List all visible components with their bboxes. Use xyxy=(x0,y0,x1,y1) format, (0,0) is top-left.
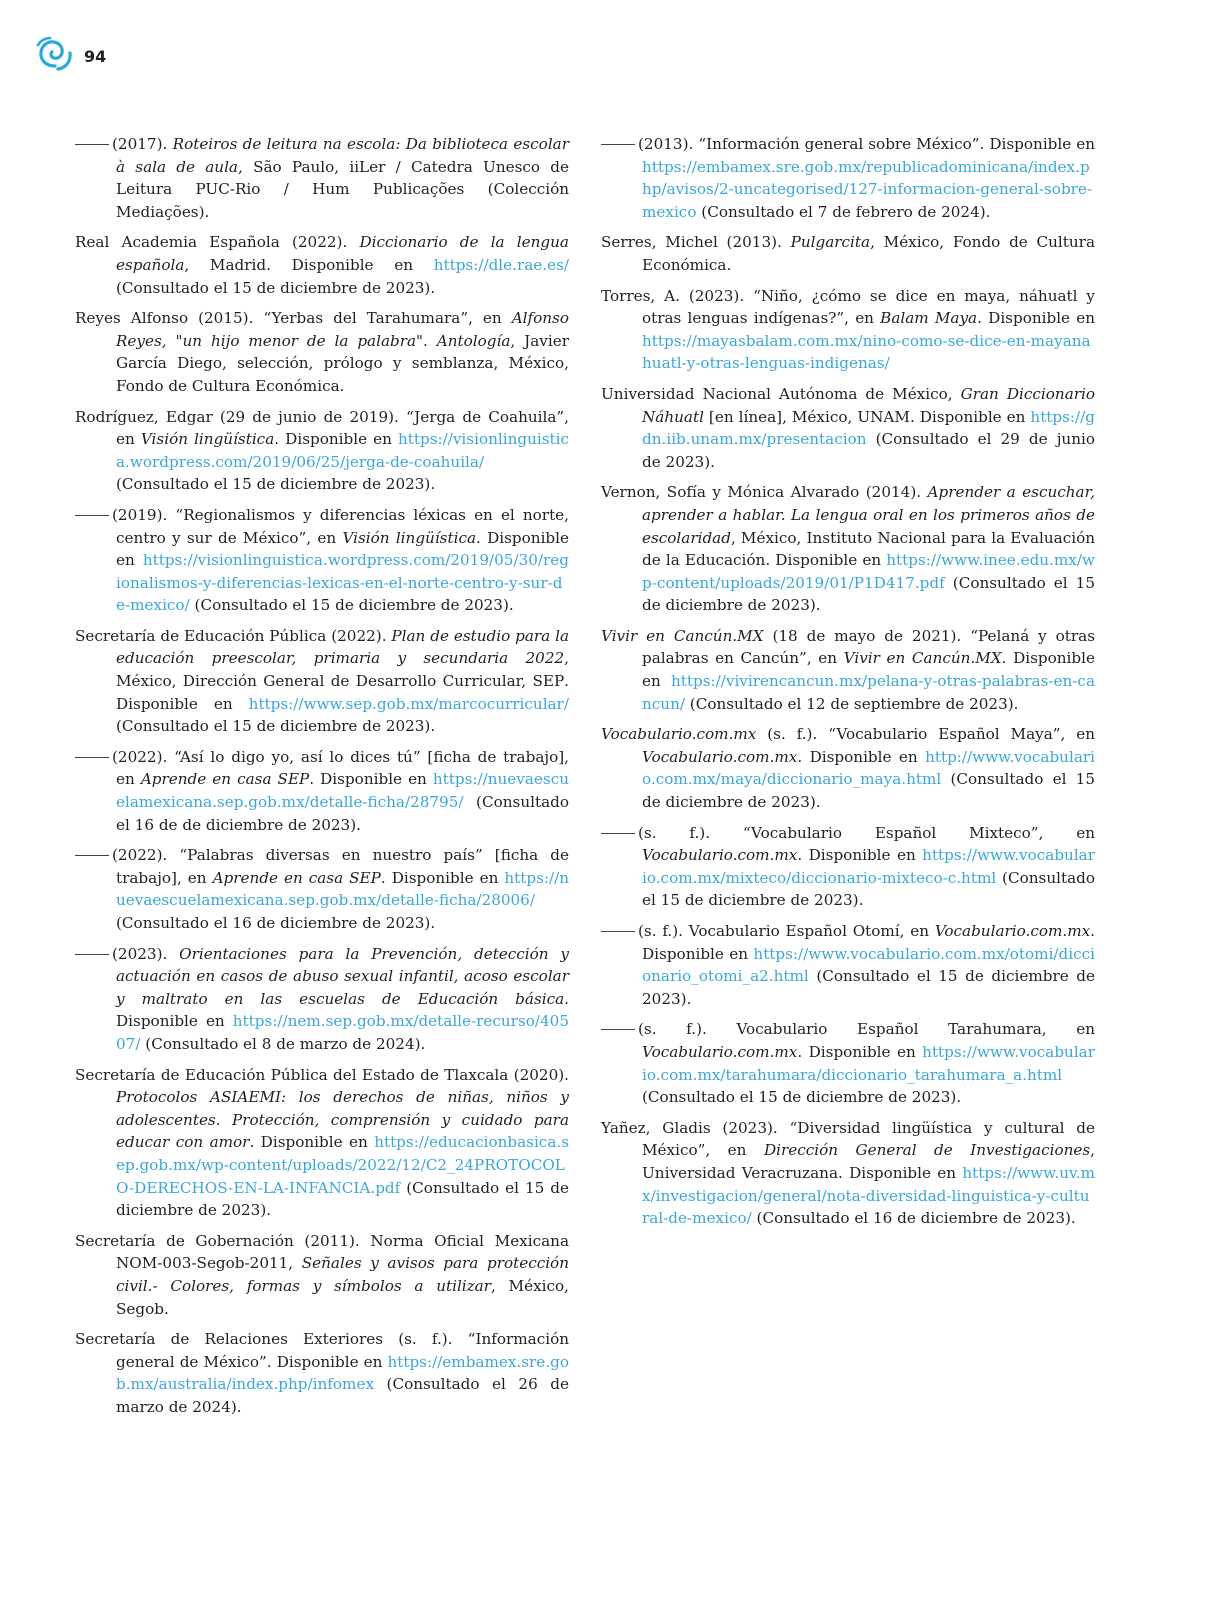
reference-title: Plan de estudio para la educación preescolar, primaria y secundaria 2022 xyxy=(116,626,570,668)
reference-text: , México, Segob. xyxy=(116,1276,569,1318)
reference-text: (Consultado el 15 de diciembre de 2023). xyxy=(642,573,1095,615)
reference-entry xyxy=(601,383,1095,473)
reference-text: . Disponible en xyxy=(977,309,1095,328)
reference-entry xyxy=(601,1018,1095,1108)
reference-link[interactable]: https://nem.sep.gob.mx/detalle-recurso/40507/ xyxy=(116,1012,569,1053)
reference-entry xyxy=(601,481,1095,617)
reference-text: . Disponible en xyxy=(909,407,1031,426)
reference-text: . Disponible en xyxy=(274,430,398,449)
reference-text: . Disponible en xyxy=(249,1133,375,1152)
reference-link[interactable]: https://nuevaescuelamexicana.sep.gob.mx/detalle-ficha/28006/ xyxy=(116,868,569,910)
reference-entry xyxy=(75,844,569,934)
repeat-author-dash xyxy=(75,144,109,145)
reference-acronym: UNAM xyxy=(857,407,910,426)
reference-text: Secretaría de Relaciones Exteriores (s. f.). “Información general de México”. Disponible en xyxy=(75,1330,569,1371)
reference-entry xyxy=(75,1064,569,1222)
reference-text: . Disponible en xyxy=(380,868,505,887)
reference-text: (Consultado el 15 de diciembre de 2023). xyxy=(116,717,436,736)
reference-text: (Consultado el 15 de diciembre de 2023). xyxy=(116,1178,569,1220)
reference-title: Diccionario de la lengua española xyxy=(116,233,569,274)
reference-entry xyxy=(75,746,569,836)
reference-text: (18 de mayo de 2021). “Pelaná y otras palabras en Cancún”, en xyxy=(642,626,1095,668)
reference-entry xyxy=(75,1328,569,1418)
reference-title: Roteiros de leitura na escola: Da biblioteca escolar à sala de aula xyxy=(116,135,569,176)
reference-entry xyxy=(601,1117,1095,1230)
reference-link[interactable]: https://www.uv.mx/investigacion/general/nota-diversidad-linguistica-y-cultural-de-mexico/ xyxy=(642,1163,1095,1228)
reference-text: (Consultado el 15 de diciembre de 2023). xyxy=(116,278,436,297)
reference-text: (Consultado el 15 de diciembre de 2023). xyxy=(642,967,1095,1008)
reference-text: (Consultado el 16 de diciembre de 2023). xyxy=(751,1209,1076,1228)
reference-title: Vivir en Cancún.MX xyxy=(843,649,1002,668)
repeat-author-dash xyxy=(601,144,635,145)
reference-text: Rodríguez, Edgar (29 de junio de 2019). “Jerga de Coahuila”, en xyxy=(75,407,569,449)
reference-text: (Consultado el 15 de diciembre de 2023). xyxy=(189,596,514,615)
references-left-column xyxy=(75,133,569,1426)
reference-link[interactable]: http://www.vocabulario.com.mx/maya/diccionario_maya.html xyxy=(642,747,1095,789)
reference-title: Señales y avisos para protección civil.- Colores, formas y símbolos a utilizar xyxy=(116,1254,569,1295)
reference-title: Visión lingüística xyxy=(140,430,275,449)
repeat-author-dash xyxy=(601,833,635,834)
reference-entry xyxy=(75,943,569,1056)
reference-entry xyxy=(75,504,569,617)
reference-link[interactable]: https://www.vocabulario.com.mx/tarahumara/diccionario_tarahumara_a.html xyxy=(642,1042,1095,1084)
reference-text: . Disponible en xyxy=(309,770,433,789)
reference-link[interactable]: https://visionlinguistica.wordpress.com/2019/06/25/jerga-de-coahuila/ xyxy=(116,430,569,471)
reference-title: Protocolos xyxy=(116,1088,211,1107)
reference-text: Serres, Michel (2013). xyxy=(601,233,791,252)
reference-title: Gran Diccionario Náhuatl xyxy=(642,384,1096,426)
reference-title: Vocabulario.com.mx xyxy=(642,846,798,865)
reference-entry xyxy=(601,133,1095,223)
reference-text: (Consultado el 15 de diciembre de 2023). xyxy=(642,868,1095,910)
reference-entry xyxy=(601,822,1095,912)
reference-text: (s. f.). “Vocabulario Español Maya”, en xyxy=(756,725,1095,744)
reference-title: Vocabulario.com.mx xyxy=(934,922,1091,940)
reference-text: (Consultado el 29 de junio de 2023). xyxy=(642,430,1095,471)
reference-text: . Disponible en xyxy=(642,649,1095,691)
reference-text: . Disponible en xyxy=(797,846,923,865)
repeat-author-dash xyxy=(601,1029,635,1030)
reference-title: Orientaciones para la Prevención, detección y actuación en casos de abuso sexual infantil, acoso escolar y maltrato en las escuelas de Educación básica xyxy=(116,944,569,1008)
page-number: 94 xyxy=(84,46,107,66)
reference-entry xyxy=(75,406,569,496)
reference-link[interactable]: https://educacionbasica.sep.gob.mx/wp-content/uploads/2022/12/C2_24PROTOCOLO-DERECHOS-EN-LA-INFANCIA.pdf xyxy=(116,1133,569,1197)
reference-title: Vocabulario.com.mx xyxy=(642,747,798,766)
reference-acronym: ASIAEMI xyxy=(210,1088,281,1107)
reference-text: , Universidad Veracruzana. Disponible en xyxy=(642,1141,1095,1182)
reference-text: , São Paulo, iiLer / Catedra Unesco de Leitura PUC-Rio / Hum Publicações (Colección Mediações). xyxy=(116,157,569,221)
reference-entry xyxy=(75,625,569,738)
reference-text: Reyes Alfonso (2015). “Yerbas del Tarahumara”, en xyxy=(75,309,512,328)
reference-text: Torres, A. (2023). “Niño, ¿cómo se dice en maya, náhuatl y otras lenguas indígenas?”, en xyxy=(601,286,1095,328)
reference-text: Universidad Nacional Autónoma de México, xyxy=(601,384,961,403)
reference-entry xyxy=(601,231,1095,276)
repeat-author-dash xyxy=(75,515,109,516)
reference-text: . Disponible en xyxy=(116,528,570,570)
reference-text: (2023). xyxy=(112,944,180,963)
reference-title: Pulgarcita xyxy=(790,233,871,252)
reference-text: (Consultado el 8 de marzo de 2024). xyxy=(140,1034,426,1053)
reference-text: , México, Dirección General de Desarrollo Curricular, xyxy=(116,649,569,691)
reference-title: Vocabulario.com.mx xyxy=(642,1042,798,1061)
reference-text: . Disponible en xyxy=(642,922,1095,963)
swirl-icon xyxy=(36,36,74,76)
reference-title: Aprender a escuchar, aprender a hablar. La lengua oral en los primeros años de escolaridad xyxy=(642,483,1095,547)
reference-title: Dirección General de Investigaciones xyxy=(763,1141,1091,1160)
reference-entry xyxy=(601,723,1095,813)
reference-text: . Disponible en xyxy=(797,747,926,766)
reference-text: , Madrid. Disponible en xyxy=(184,255,434,274)
reference-link[interactable]: https://www.vocabulario.com.mx/mixteco/diccionario-mixteco-c.html xyxy=(642,846,1095,887)
reference-link[interactable]: https://nuevaescuelamexicana.sep.gob.mx/detalle-ficha/28795/ xyxy=(116,770,569,812)
reference-title: Vocabulario.com.mx xyxy=(601,725,757,744)
reference-link[interactable]: https://embamex.sre.gob.mx/australia/index.php/infomex xyxy=(116,1352,569,1394)
reference-text: (Consultado el 12 de septiembre de 2023). xyxy=(684,694,1019,713)
reference-text: (2022). “Palabras diversas en nuestro país” [ficha de trabajo], en xyxy=(112,846,569,887)
reference-text: [en línea], México, xyxy=(703,407,858,426)
reference-acronym: SEP xyxy=(532,672,565,691)
reference-text: (2019). “Regionalismos y diferencias léxicas en el norte, centro y sur de México”, en xyxy=(112,505,569,547)
references-right-column xyxy=(601,133,1095,1238)
reference-text: (Consultado el 26 de marzo de 2024). xyxy=(116,1375,569,1416)
reference-entry xyxy=(601,625,1095,715)
reference-text: (Consultado el 15 de diciembre de 2023). xyxy=(642,1088,962,1107)
reference-text: (2013). “Información general sobre México”. Disponible en xyxy=(638,135,1095,153)
reference-text: (s. f.). Vocabulario Español Tarahumara, en xyxy=(638,1020,1095,1039)
reference-entry xyxy=(75,231,569,299)
reference-text: Yañez, Gladis (2023). “Diversidad lingüística y cultural de México”, en xyxy=(601,1118,1095,1160)
reference-title: : los derechos de niñas, niños y adolescentes. Protección, comprensión y cuidado para educar con amor xyxy=(116,1088,569,1152)
reference-entry xyxy=(75,1230,569,1320)
reference-link[interactable]: https://embamex.sre.gob.mx/republicadominicana/index.php/avisos/2-uncategorised/127-informacion-general-sobre-mexico xyxy=(642,157,1093,221)
reference-link[interactable]: https://gdn.iib.unam.mx/presentacion xyxy=(642,407,1095,449)
reference-entry xyxy=(75,133,569,223)
repeat-author-dash xyxy=(75,855,109,856)
reference-text: (Consultado el 15 de diciembre de 2023). xyxy=(116,475,436,494)
reference-link[interactable]: https://mayasbalam.com.mx/nino-como-se-dice-en-mayanahuatl-y-otras-lenguas-indigenas/ xyxy=(642,331,1091,373)
reference-text: (Consultado el 15 de diciembre de 2023). xyxy=(642,770,1095,812)
reference-title: Aprende en casa xyxy=(140,770,278,789)
reference-text: Vernon, Sofía y Mónica Alvarado (2014). xyxy=(601,483,928,502)
reference-text: , México, Instituto Nacional para la Evaluación de la Educación. Disponible en xyxy=(642,528,1095,570)
reference-text: (Consultado el 16 de diciembre de 2023). xyxy=(116,914,436,932)
reference-title: Alfonso Reyes, "un hijo menor de la palabra". Antología xyxy=(116,309,569,350)
reference-acronym: SEP xyxy=(277,770,310,789)
repeat-author-dash xyxy=(75,954,109,955)
reference-text: . Disponible en xyxy=(116,672,569,713)
reference-title: Aprende en casa xyxy=(212,868,350,887)
reference-text: (2017). xyxy=(112,135,173,153)
reference-text: . Disponible en xyxy=(797,1042,923,1061)
reference-text: (s. f.). “Vocabulario Español Mixteco”, en xyxy=(638,823,1095,842)
reference-entry xyxy=(601,920,1095,1010)
reference-link[interactable]: https://dle.rae.es/ xyxy=(433,255,569,274)
reference-title: Vivir en Cancún.MX xyxy=(601,626,764,645)
reference-link[interactable]: https://www.sep.gob.mx/marcocurricular/ xyxy=(248,694,569,713)
reference-text: . Disponible en xyxy=(116,989,569,1031)
reference-link[interactable]: https://visionlinguistica.wordpress.com/2019/05/30/regionalismos-y-diferencias-lexicas-en-el-norte-centro-y-sur-de-mexico/ xyxy=(116,551,569,615)
reference-text: , México, Fondo de Cultura Económica. xyxy=(642,233,1095,274)
reference-text: , Javier García Diego, selección, prólogo y semblanza, México, Fondo de Cultura Económica. xyxy=(116,331,569,395)
reference-text: Secretaría de Educación Pública (2022). xyxy=(75,626,392,645)
reference-text: (Consultado el 16 de de diciembre de 2023). xyxy=(116,793,569,834)
reference-acronym: SEP xyxy=(349,868,381,887)
reference-link[interactable]: https://vivirencancun.mx/pelana-y-otras-palabras-en-cancun/ xyxy=(642,672,1095,713)
reference-text: Real Academia Española (2022). xyxy=(75,233,360,252)
reference-title: Visión lingüística xyxy=(342,528,477,547)
reference-text: (Consultado el 7 de febrero de 2024). xyxy=(696,202,991,221)
page-header xyxy=(36,36,106,76)
reference-entry xyxy=(601,285,1095,375)
reference-text: Secretaría de Educación Pública del Estado de Tlaxcala (2020). xyxy=(75,1065,569,1084)
reference-text: (s. f.). Vocabulario Español Otomí, en xyxy=(638,922,935,940)
repeat-author-dash xyxy=(75,757,109,758)
reference-link[interactable]: https://www.inee.edu.mx/wp-content/uploads/2019/01/P1D417.pdf xyxy=(642,551,1095,592)
reference-link[interactable]: https://www.vocabulario.com.mx/otomi/diccionario_otomi_a2.html xyxy=(642,944,1095,986)
reference-entry xyxy=(75,307,569,397)
repeat-author-dash xyxy=(601,931,635,932)
reference-title: Balam Maya xyxy=(880,309,978,328)
reference-text: (2022). “Así lo digo yo, así lo dices tú” [ficha de trabajo], en xyxy=(112,747,569,789)
reference-text: Secretaría de Gobernación (2011). Norma Oficial Mexicana NOM-003-Segob-2011, xyxy=(75,1231,569,1273)
